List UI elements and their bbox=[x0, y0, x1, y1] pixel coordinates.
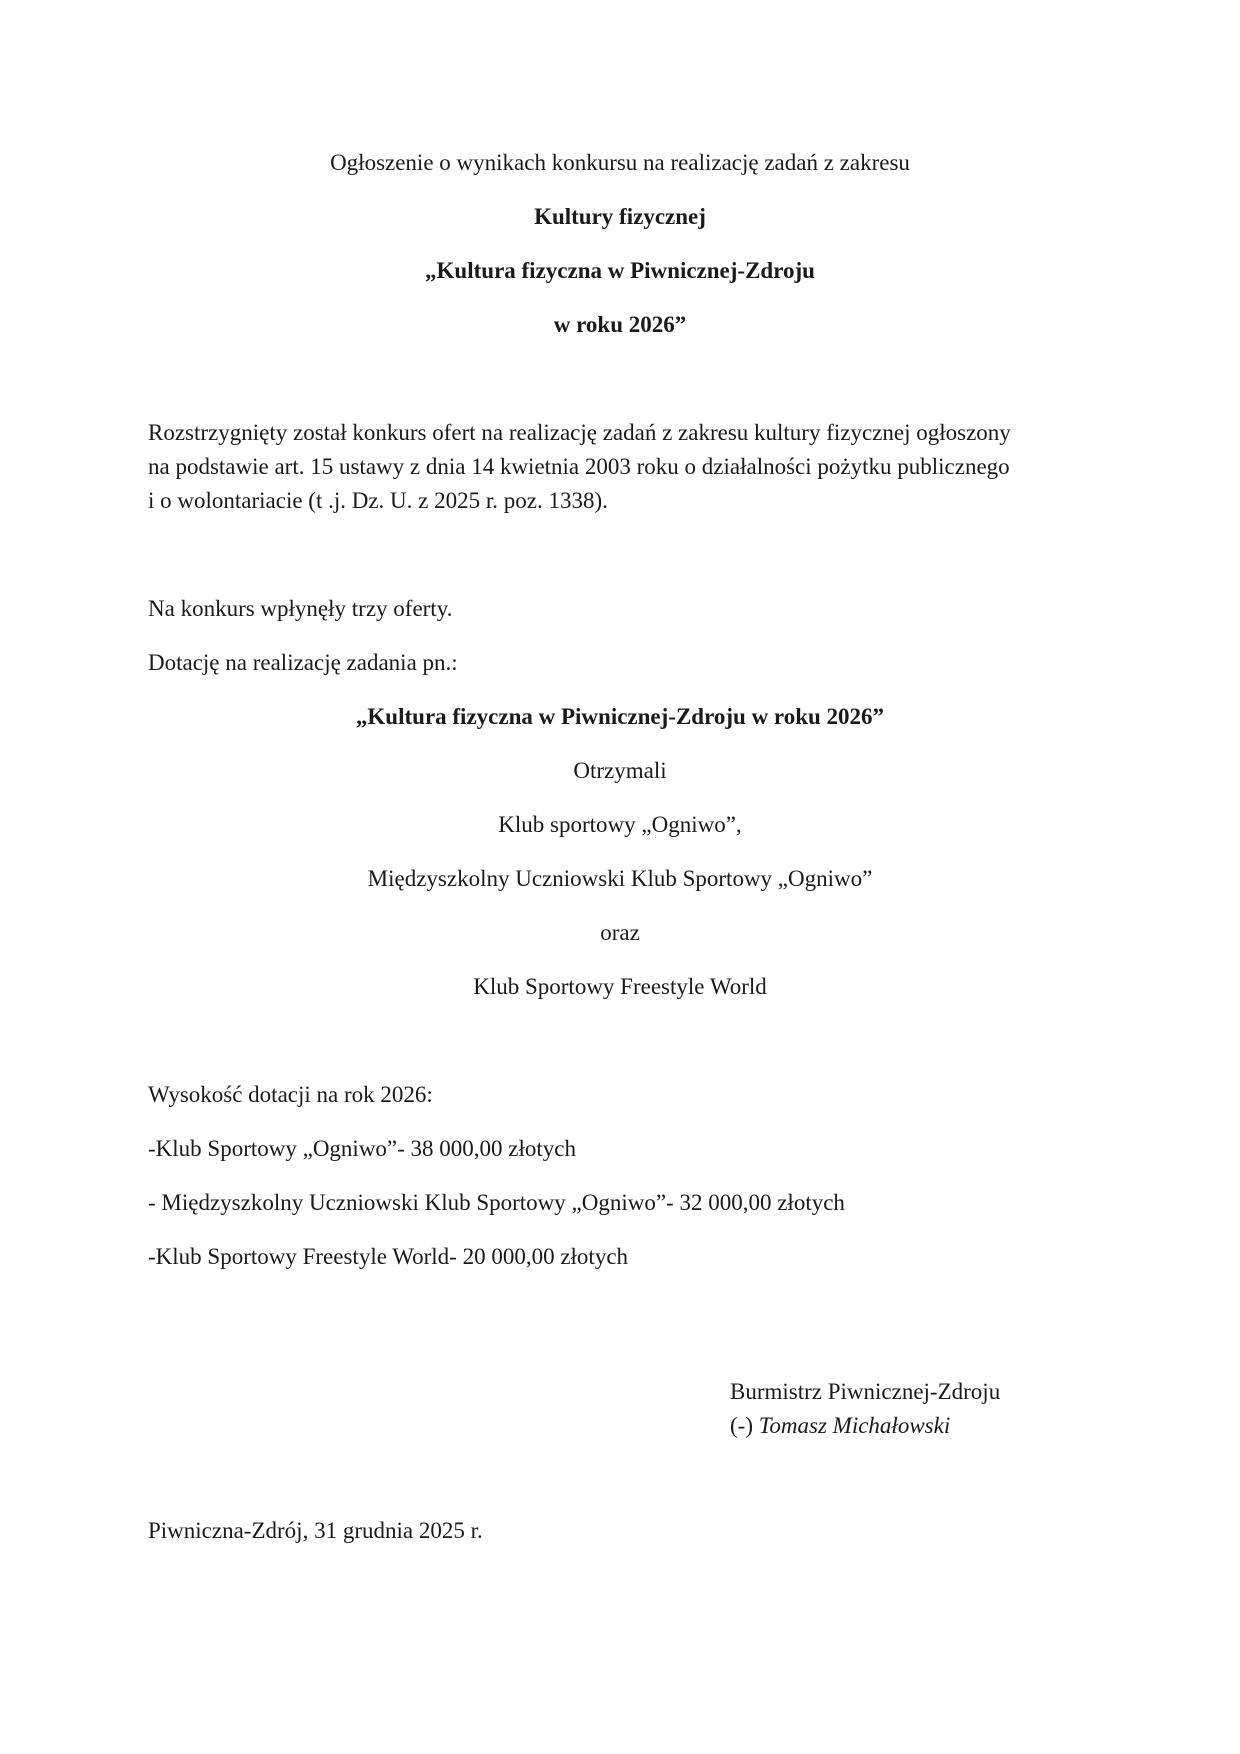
recipient-2: Międzyszkolny Uczniowski Klub Sportowy „Ogniwo” bbox=[367, 866, 873, 891]
announcement-heading: Ogłoszenie o wynikach konkursu na realizację zadań z zakresu bbox=[330, 150, 910, 175]
and-conjunction: oraz bbox=[600, 920, 640, 945]
task-title-line-2: w roku 2026” bbox=[553, 312, 687, 337]
amounts-heading: Wysokość dotacji na rok 2026: bbox=[148, 1082, 433, 1107]
intro-line: Rozstrzygnięty został konkurs ofert na realizację zadań z zakresu kultury fizycznej ogłoszony bbox=[148, 420, 1011, 445]
received-label: Otrzymali bbox=[573, 758, 667, 783]
announcement-subject: Kultury fizycznej bbox=[534, 204, 706, 229]
grant-intro-text: Dotację na realizację zadania pn.: bbox=[148, 650, 458, 675]
place-date: Piwniczna-Zdrój, 31 grudnia 2025 r. bbox=[148, 1518, 483, 1543]
signatory-name-line bbox=[730, 1412, 950, 1440]
offers-count-text: Na konkurs wpłynęły trzy oferty. bbox=[148, 596, 453, 621]
task-title-line-1: „Kultura fizyczna w Piwnicznej-Zdroju bbox=[425, 258, 815, 283]
amount-item: -Klub Sportowy „Ogniwo”- 38 000,00 złotych bbox=[148, 1136, 576, 1161]
signatory-title: Burmistrz Piwnicznej-Zdroju bbox=[730, 1379, 1001, 1404]
recipient-1: Klub sportowy „Ogniwo”, bbox=[498, 812, 742, 837]
intro-paragraph bbox=[148, 416, 1108, 518]
recipient-3: Klub Sportowy Freestyle World bbox=[473, 974, 767, 999]
signature-prefix: (-) bbox=[730, 1413, 759, 1438]
amount-item: -Klub Sportowy Freestyle World- 20 000,00 złotych bbox=[148, 1244, 629, 1269]
intro-line: na podstawie art. 15 ustawy z dnia 14 kwietnia 2003 roku o działalności pożytku publicznego bbox=[148, 454, 1010, 479]
amount-item: - Międzyszkolny Uczniowski Klub Sportowy „Ogniwo”- 32 000,00 złotych bbox=[148, 1190, 845, 1215]
signatory-name: Tomasz Michałowski bbox=[758, 1413, 951, 1438]
intro-line: i o wolontariacie (t .j. Dz. U. z 2025 r. poz. 1338). bbox=[148, 488, 608, 513]
task-name: „Kultura fizyczna w Piwnicznej-Zdroju w roku 2026” bbox=[355, 704, 885, 729]
